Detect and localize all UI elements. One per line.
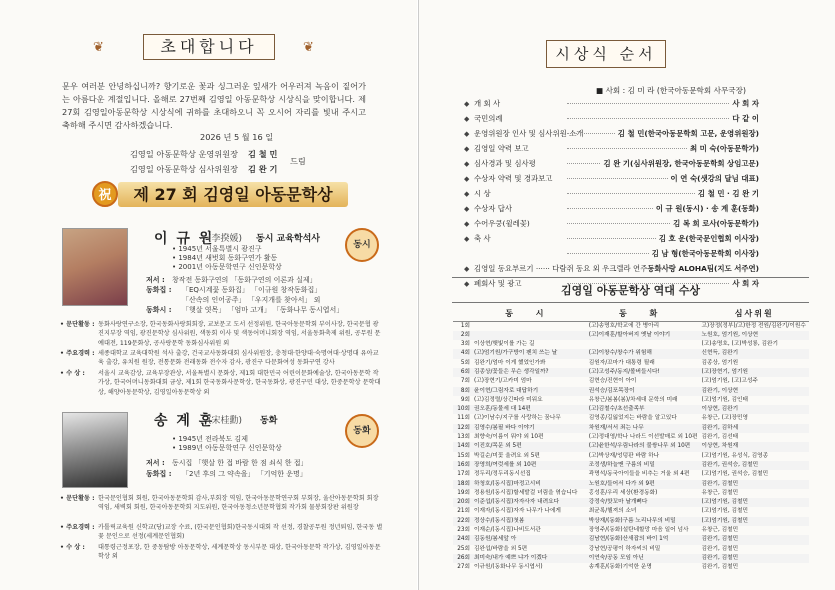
- bullet-icon: ◆: [464, 189, 470, 198]
- round-cell: 23회: [457, 527, 470, 534]
- program-row: [464, 246, 759, 261]
- dongsi-cell: (고)엄기원/가구방이 펜치 쓰는 날: [472, 349, 587, 358]
- program-row: [464, 171, 759, 186]
- dongsi-cell: 최향숙/이름이 뭐야 외 10편: [474, 434, 544, 441]
- bullet-icon: ◆: [464, 129, 470, 138]
- judges-cell: 김완기, 김철민: [701, 545, 739, 552]
- winner1-prize-label: • 수 상 :: [60, 370, 85, 377]
- program-row: [464, 96, 759, 111]
- dongsi-cell: (고)이남수/지구를 사랑하는 꿈나무: [474, 415, 561, 422]
- ornament-left: ❦: [93, 40, 104, 55]
- donghwa-cell: 곽명석/동국아이들을 비추는 거울 외 4편: [588, 471, 690, 478]
- dongsi-cell: 정두리/정두리동시선집: [474, 471, 531, 478]
- leader-dots: [567, 118, 729, 119]
- judges-cell: 유창근, 김철민: [701, 489, 739, 496]
- round-cell: 15회: [457, 452, 470, 459]
- round-cell: 7회: [460, 378, 470, 385]
- program-item: 국민의례: [474, 114, 503, 123]
- history-row: [453, 387, 809, 396]
- judges-cell: (고)엄기원, 김인태: [701, 396, 748, 403]
- dongsi-cell: 최미숙/내가 예쁘 냐가 이겠다: [472, 554, 587, 563]
- donghwa-cell: 김현승/진현이 아이: [588, 378, 637, 385]
- round-cell: 27회: [457, 564, 470, 571]
- sign2-name: 김 완 기: [248, 164, 278, 174]
- program-row: [464, 126, 759, 141]
- dongsi-cell: (고)김정렬/상긴따라 미워요: [474, 396, 543, 403]
- winner1-works-label: 저서 :: [146, 276, 165, 284]
- leader-dots: [567, 148, 687, 149]
- winner1-profile-1: • 1984년 새벗회 동화구연가 활동: [172, 254, 278, 262]
- winner2-awards: 카톨릭교육원 신학교(당)교장 수료, (한국문인협회)한국동시대회 작 선정, 경찰공무원 정년퇴임, 한국동 별꽃 문인으로 선정(세계문인협회): [98, 524, 383, 541]
- history-row: [453, 517, 809, 526]
- dongsi-cell: 하청호/(동시집)마정고시비: [472, 480, 587, 489]
- leader-dots: [567, 223, 670, 224]
- winner2-hanja: (宋桂勳): [208, 416, 243, 426]
- round-cell: 10회: [453, 405, 472, 414]
- history-row: [453, 489, 809, 498]
- program-item: 시 상: [474, 189, 491, 198]
- round-cell: 26회: [453, 554, 472, 563]
- round-cell: 20회: [453, 498, 472, 507]
- dongsi-cell: 정상수/(동시집)첫봄: [472, 517, 587, 526]
- history-row: [453, 526, 809, 535]
- judges-cell: 유창근, 김철민: [701, 527, 739, 534]
- dongsi-cell: 김완기/엄마 이게 했었인가봐: [474, 359, 546, 366]
- history-row: [453, 359, 809, 368]
- program-performer: 이 연 숙(샛강의 달님 대표): [670, 174, 759, 183]
- dongsi-cell: [472, 321, 587, 331]
- program-performer: 김 철 민(한국아동문학회 고문, 운영위원장): [617, 129, 759, 138]
- donghwa-cell: 이연숙/공동 모임 아닌: [587, 554, 700, 563]
- bullet-icon: ◆: [464, 144, 470, 153]
- program-performer: 김 완 기(심사위원장, 한국아동문학회 상임고문): [603, 159, 759, 168]
- round-cell: 14회: [453, 442, 472, 451]
- history-row: [453, 507, 809, 516]
- judges-cell: 이상현, 김완기: [699, 405, 809, 414]
- judges-cell: 이상현, 차원재: [699, 442, 809, 451]
- winner2-profile-0: • 1945년 전라북도 김제: [172, 435, 248, 443]
- invite-title: 초대합니다: [143, 34, 275, 60]
- winner2-category: 동화: [260, 416, 278, 426]
- sign-suffix: 드림: [290, 156, 306, 166]
- judges-cell: 김종상, 엄기원: [701, 359, 739, 366]
- bullet-icon: ◆: [464, 264, 470, 273]
- bullet-icon: ◆: [464, 159, 470, 168]
- bullet-icon: ◆: [464, 204, 470, 213]
- dongsi-cell: [472, 331, 587, 340]
- donghwa-cell: 조정생/하늘맨 구름의 비밀: [587, 461, 700, 470]
- leader-dots: [567, 163, 600, 164]
- winner2-dong1: 「2년 후의 그 약속을」 「기억한 운명」: [182, 470, 307, 478]
- winner2-dong-label: 동화집 :: [146, 470, 172, 478]
- round-cell: 4회: [453, 349, 472, 358]
- judges-cell: 고)장정(정부)/고)한정 전원/김완기/이원수: [701, 322, 806, 329]
- history-row: [453, 498, 809, 507]
- history-row: [453, 433, 809, 442]
- judges-cell: (고)엄기원, (고)고성주: [701, 378, 758, 385]
- dongsi-cell: (고)장현기/고카미 엄마: [474, 378, 532, 385]
- donghwa-cell: 유창근/봄봄(봄)/차세대 문학의 미래: [588, 396, 678, 403]
- donghwa-cell: 송계훈/(동화)기억한 운명: [588, 564, 652, 571]
- winner2-photo: [62, 412, 128, 488]
- bullet-icon: ◆: [464, 279, 470, 288]
- invite-body: 문우 여러분 안녕하십니까? 향기로운 꽃과 싱그러운 잎새가 어우러져 녹음이 짙어가는 아름다운 계절입니다. 올해로 27번째 김영일 아동문학상 시상식을 맞이합니다. 제27회 김영일아동문학상 시상식에 귀하를 초대하오니 꼭 오시어 자리를 빛내 주시고 축하해 주시면 감사하겠습니다.: [62, 81, 366, 130]
- donghwa-cell: (고)송명호/학교에 간 병아리: [588, 322, 660, 329]
- dongsi-cell: 김영수/봄필 바다 이야기: [472, 424, 587, 433]
- judges-cell: 김완기, 김선태: [701, 434, 739, 441]
- round-cell: 6회: [453, 368, 472, 377]
- leader-dots: [567, 178, 668, 179]
- judges-cell: 유창근, (고)장민영: [701, 415, 748, 422]
- winner1-dong2: 「산속의 인어공주」 「우지개를 찾아서」 외: [182, 296, 321, 304]
- judges-cell: 김완기, 김철민: [701, 564, 739, 571]
- program-item: 수어우쿵(윌레꽃): [474, 219, 530, 228]
- history-table: [453, 307, 809, 573]
- donghwa-cell: 노원호/들어서 다가 외 9편: [587, 480, 700, 489]
- donghwa-cell: 권석승/김포목장이: [587, 387, 700, 396]
- judges-cell: (고)엄기원, 유성식, 김영종: [701, 452, 769, 459]
- winner2-prize: 대통령근정포장, 한 중동탐방 아동문학상, 세계문학상 동시부문 대상, 한국아동문학 작가상, 김영일아동문학상 외: [98, 544, 381, 561]
- dongsi-cell: 정용원/(동시집)할세발걸 녀림을 엮습니다: [474, 489, 578, 496]
- donghwa-cell: (고)고성주/동지/볼버들시다!: [587, 368, 700, 377]
- round-cell: 19회: [457, 489, 470, 496]
- winner1-dong-label: 동화집 :: [146, 286, 172, 294]
- history-row: [453, 452, 809, 461]
- winner1-awards-label: • 주요경력 :: [60, 350, 95, 357]
- donghwa-cell: 강정숙/핫꼬마 날개뼈다: [587, 498, 700, 507]
- program-performer: 김 남 형(한국아동문학회 이사장): [651, 249, 759, 258]
- program-performer: 김 복 희 로사(아동문학가): [673, 219, 759, 228]
- history-row: [453, 545, 809, 554]
- program-performer: 동화사랑 ALOHA팀(지도 서주연): [647, 264, 759, 273]
- donghwa-cell: 장영주/(동화)설탄네할망 마음 일어 넘사: [588, 527, 689, 534]
- donghwa-cell: 차원재/서서 죄는 나무: [587, 424, 700, 433]
- winner2-awards-label: • 주요경력 :: [60, 524, 95, 531]
- invite-date: 2026 년 5 월 16 일: [200, 132, 274, 142]
- judges-cell: 김완기, 김철민: [699, 535, 809, 544]
- bullet-icon: ◆: [464, 234, 470, 243]
- dongsi-cell: 윤이현/그림자로 대답하기: [472, 387, 587, 396]
- program-title: 시상식 순서: [546, 40, 666, 68]
- sign1-org: 김영일 아동문학상 운영위원장: [130, 149, 239, 159]
- round-cell: 25회: [457, 545, 470, 552]
- leader-dots: [567, 133, 615, 134]
- program-row: [464, 216, 759, 231]
- program-row: [464, 201, 759, 216]
- dongsi-cell: 이상현/햇빛이를 가는 길: [474, 341, 535, 348]
- celebration-seal: 祝: [92, 181, 118, 207]
- program-item: 심사경과 및 심사평: [474, 159, 536, 168]
- leader-dots: [567, 253, 649, 254]
- dongsi-cell: 이재순/(동시집)나비도서관: [474, 527, 541, 534]
- round-cell: 17회: [457, 471, 470, 478]
- winner2-prize-label: • 수 상 :: [60, 544, 85, 551]
- winner1-awards: 세종대학교 교육대학원 석사 출강, 건국교사동화대회 심사위원장, 충청대·한양대·숙명여대·상명대 유아교육 출강, 유치원 원장, 전통문화 전래동화 전수자 감사, 광진구 다문화여성 동화구연 강사: [98, 350, 379, 367]
- round-cell: 18회: [453, 480, 472, 489]
- round-cell: 13회: [457, 434, 470, 441]
- program-performer: 김 철 민 · 김 완 기: [697, 189, 759, 198]
- history-row: [453, 480, 809, 489]
- dongsi-cell: 박길순/미꽃 울려요 외 5편: [474, 452, 540, 459]
- program-performer: 사 회 자: [732, 279, 759, 288]
- program-row: [464, 111, 759, 126]
- winner2-badge: 동화: [345, 414, 379, 448]
- donghwa-cell: (고)박상재/엉덩판 바람 하나: [588, 452, 660, 459]
- program-row: [464, 186, 759, 201]
- bullet-icon: ◆: [464, 114, 470, 123]
- bullet-icon: ◆: [464, 219, 470, 228]
- winner1-profile-2: • 2001년 아동문학연구 신인문학상: [172, 263, 282, 271]
- donghwa-cell: 김영종/길잃었지는 바람을 알고있다: [588, 415, 677, 422]
- winner1-badge: 동시: [345, 228, 379, 262]
- history-row: [453, 340, 809, 349]
- winner1-dongsi-label: 동화시 :: [146, 306, 172, 314]
- history-col-judges: 심사위원: [699, 307, 809, 321]
- left-page: [0, 0, 417, 590]
- program-performer: 이 규 원(동시) · 송 계 훈(동화): [655, 204, 759, 213]
- history-row: [453, 396, 809, 405]
- winner1-dong1: 「EQ시계꽃 동화집」 「이규원 창작동화집」: [182, 286, 322, 294]
- round-cell: 12회: [453, 424, 472, 433]
- donghwa-cell: 홍성훈/우리 세상(환경동화): [588, 489, 658, 496]
- history-title: 김영일 아동문학상 역대 수상: [452, 277, 809, 303]
- winner1-hanja: (李揆媛): [208, 234, 243, 244]
- sign2-org: 김영일 아동문학상 심사위원장: [130, 164, 239, 174]
- judges-cell: (고)장현기, 엄기원: [699, 368, 809, 377]
- winner1-career: 동화사랑연구소장, 한국동화사랑회회장, 교보문고 도서 선정위원, 한국아동문학회 부이사장, 한국문협 광진지부장 역임, 광진문학상 심사위원, 색동회 이사 및 색동어머니회장 역임, 서울동화축제 위원, 공무원 문예대전, 119문화상, 공사랑문학 동화심사위원 외: [98, 321, 381, 347]
- judges-cell: (고)엄기원, 김철민: [701, 508, 748, 515]
- winner1-category: 동시 교육학석사: [256, 234, 320, 244]
- winner1-photo: [62, 228, 128, 306]
- leader-dots: [567, 238, 656, 239]
- round-cell: 2회: [453, 331, 472, 340]
- judges-cell: (고)엄기원, 김철민: [699, 498, 809, 507]
- leader-dots: [567, 208, 653, 209]
- program-item: 개 회 사: [474, 99, 501, 108]
- program-item: 수상자 답사: [474, 204, 513, 213]
- history-row: [453, 461, 809, 470]
- dongsi-cell: 장영희/여럿세를 외 10편: [472, 461, 587, 470]
- sign1-name: 김 철 민: [248, 149, 278, 159]
- history-col-donghwa: 동 화: [587, 307, 700, 321]
- winner1-prize: 서울시 교육감상, 교육부장관상, 서울특별시 문화상, 제1회 대한민국 어린이문화예술상, 한국아동문학 작가상, 한국어머니동화대회 금상, 제1회 한국동화사문학상, 한국동화상, 광진구민 대상, 한중문학상 문학대상, 해양아동문학상, 김영일아동문학상 외: [98, 370, 381, 396]
- history-row: [453, 321, 809, 331]
- history-row: [453, 442, 809, 451]
- judges-cell: (고)송명호, (고)박성룡, 김완기: [701, 341, 779, 348]
- history-row: [453, 331, 809, 340]
- donghwa-cell: (고)정대영/학나 나라드 이선발매로 외 10편: [588, 434, 698, 441]
- round-cell: 22회: [453, 517, 472, 526]
- judges-cell: 노원호, 엄기원, 이상현: [699, 331, 809, 340]
- history-row: [453, 535, 809, 544]
- donghwa-cell: 최균록/헬져의 소녀: [588, 508, 637, 515]
- round-cell: 8회: [453, 387, 472, 396]
- donghwa-cell: 박상재/(동화)구름 노리나무의 비밀: [587, 517, 700, 526]
- winner2-career-label: • 문단활동 :: [60, 495, 95, 502]
- donghwa-cell: [587, 340, 700, 349]
- program-performer: 다 같 이: [732, 114, 759, 123]
- dongsi-cell: 이재자/(동시집)자자 나무가 나에게: [474, 508, 561, 515]
- program-item: 축 사: [474, 234, 491, 243]
- history-row: [453, 414, 809, 423]
- program-row: [464, 141, 759, 156]
- donghwa-cell: (고)김철수/초선출족부: [587, 405, 700, 414]
- donghwa-cell: 강남현/공평이 하자씨의 비밀: [588, 545, 661, 552]
- winner1-works: 창작전 동화구연의 「동화구연의 이론과 실제」: [172, 276, 317, 284]
- winner2-works-label: 저서 :: [146, 459, 165, 467]
- leader-dots: [567, 193, 695, 194]
- dongsi-cell: 이진호/목문 외 5편: [472, 442, 587, 451]
- award-banner: 제 27 회 김영일 아동문학상: [118, 182, 348, 207]
- judges-cell: 김완기, 권석승, 김철민: [699, 461, 809, 470]
- program-row: [464, 231, 759, 246]
- history-row: [453, 377, 809, 386]
- program-row: [464, 156, 759, 171]
- program-row: [464, 261, 759, 276]
- ornament-right: ❦: [303, 40, 314, 55]
- winner2-works: 동시집 「햇살 한 접 바람 한 점 쇠식 한 접」: [172, 459, 308, 467]
- donghwa-cell: (고)윤한석/우림나라의 불쌍나무 외 10편: [587, 442, 700, 451]
- donghwa-cell: 김원자/꼬마가 대통령 될래: [588, 359, 655, 366]
- dongsi-cell: 김종상/꽃들은 무슨 생각일까?: [472, 368, 587, 377]
- program-performer: 김 호 운(한국문인협회 이사장): [658, 234, 759, 243]
- program-item: 수상자 약력 및 경과보고: [474, 174, 553, 183]
- program-item: 폐회사 및 광고: [474, 279, 522, 288]
- judges-cell: 김완기, 김하세: [699, 424, 809, 433]
- judges-cell: (고)엄기원, 김철민: [699, 517, 809, 526]
- donghwa-cell: (고)이재훈/할아버지 옛날 이야기: [587, 331, 700, 340]
- judges-cell: 신현득, 김완기: [699, 349, 809, 358]
- history-row: [453, 368, 809, 377]
- round-cell: 21회: [457, 508, 470, 515]
- winner1-career-label: • 문단활동 :: [60, 321, 95, 328]
- round-cell: 1회: [460, 322, 470, 329]
- round-cell: 11회: [457, 415, 470, 422]
- donghwa-cell: 김남현/(동화)산새잡의 바이 1억: [587, 535, 700, 544]
- history-row: [453, 470, 809, 479]
- round-cell: 16회: [453, 461, 472, 470]
- winner1-dongsi: 「햇살 엿목」 「엄마 고개」 「동화나무 동시엽서」: [182, 306, 344, 314]
- winner2-name: 송 계 훈: [154, 413, 215, 429]
- round-cell: 3회: [460, 341, 470, 348]
- program-item: 김영일 동요부르기 ······ 다람쥐 동요 외 우크렐라 연주: [474, 264, 648, 273]
- dongsi-cell: 이규원/(동화나무 동시엽서): [474, 564, 543, 571]
- dongsi-cell: 이준섭/(동시집)자자사자 내려요다: [472, 498, 587, 507]
- judges-cell: 김완기, 김철민: [699, 480, 809, 489]
- dongsi-cell: 권오훈/동물세 대 14편: [472, 405, 587, 414]
- judges-cell: 김완기, 김철민: [699, 554, 809, 563]
- round-cell: 24회: [453, 535, 472, 544]
- program-mc: ■ 사회 : 김 미 라 (한국아동문학회 사무국장): [596, 86, 746, 95]
- winner2-profile-1: • 1989년 아동문학연구 신인문학상: [172, 444, 282, 452]
- program-item: 김영일 약력 보고: [474, 144, 529, 153]
- judges-cell: (고)엄기원, 권석승, 김철민: [701, 471, 769, 478]
- donghwa-cell: (고)이창수/창수가 위험해: [587, 349, 700, 358]
- winner1-name: 이 규 원: [154, 231, 215, 247]
- winner2-career: 한국문인협회 회원, 한국아동문학회 감사,부회장 역임, 한국아동문학연구회 부회장, 울산아동문학회 회장 역임, 새벽회 회원, 한국아동문학회 지도위원, 한국아동청소년문학협회 작가회 물봉회장판 위원장: [98, 495, 379, 512]
- dongsi-cell: 김완섭/바람을 외 5편: [474, 545, 528, 552]
- history-row: [453, 349, 809, 358]
- program-performer: 최 미 숙(아동문학가): [689, 144, 759, 153]
- history-col-dongsi: 동 시: [472, 307, 587, 321]
- history-row: [453, 405, 809, 414]
- program-performer: 사 회 자: [732, 99, 759, 108]
- leader-dots: [567, 103, 729, 104]
- history-row: [453, 554, 809, 563]
- bullet-icon: ◆: [464, 99, 470, 108]
- round-cell: 9회: [460, 396, 470, 403]
- bullet-icon: ◆: [464, 174, 470, 183]
- dongsi-cell: 김동원/봄세앞 아: [472, 535, 587, 544]
- history-row: [453, 563, 809, 572]
- history-row: [453, 424, 809, 433]
- judges-cell: 김완기, 이상현: [699, 387, 809, 396]
- program-item: 운영위원장 인사 및 심사위원 소개: [474, 129, 584, 138]
- history-col-number: [453, 307, 472, 321]
- winner1-profile-0: • 1945년 서울특별시 광진구: [172, 245, 262, 253]
- round-cell: 5회: [460, 359, 470, 366]
